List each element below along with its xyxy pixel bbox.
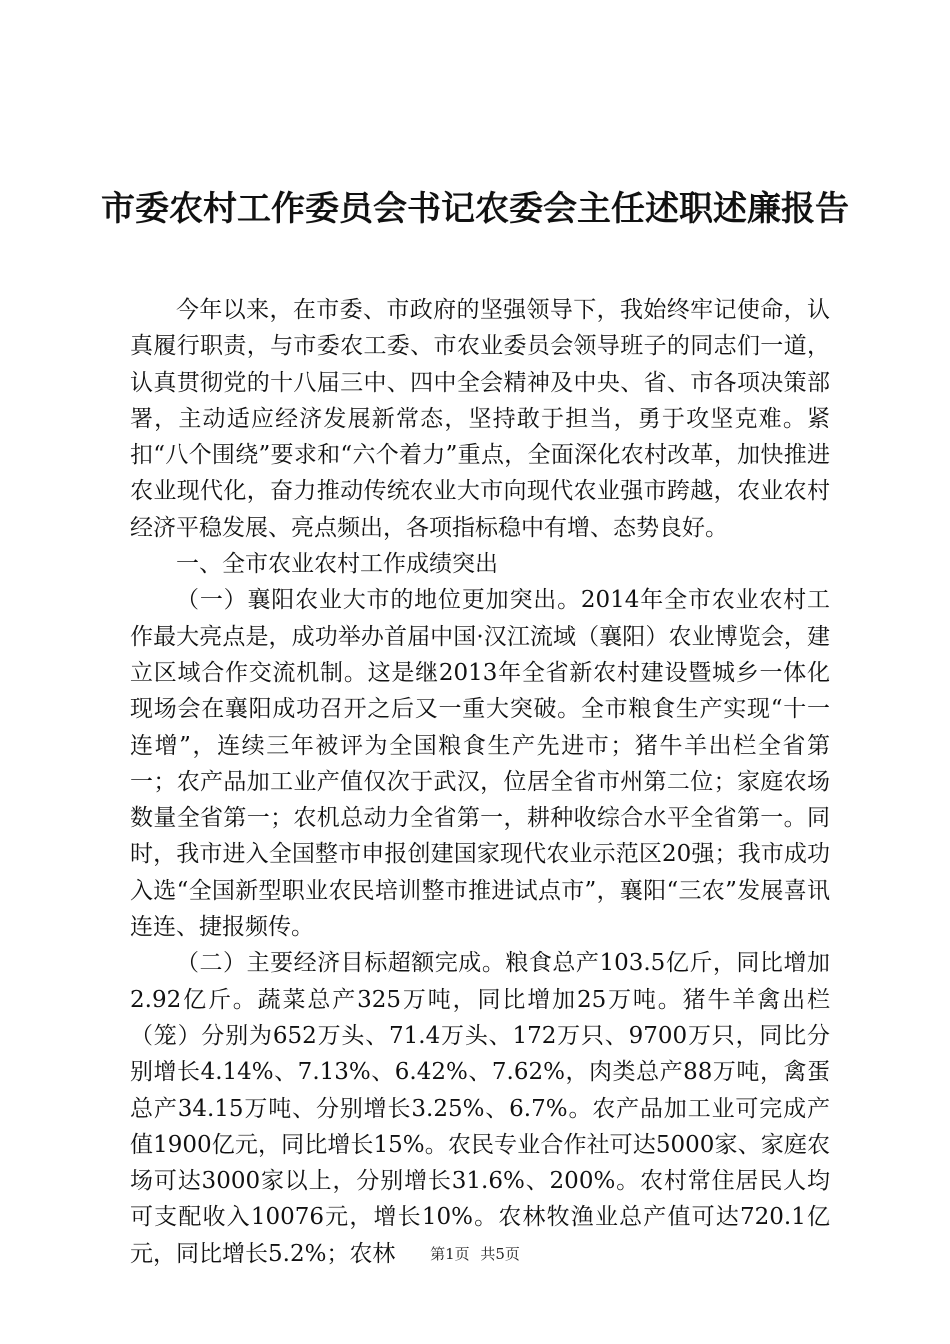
paragraph-subsection-2: （二）主要经济目标超额完成。粮食总产103.5亿斤，同比增加2.92亿斤。蔬菜总产325万吨，同比增加25万吨。猪牛羊禽出栏（笼）分别为652万头、71.4万头、172万只、9700万只，同比分别增长4.14%、7.13%、6.42%、7.62%，肉类总产88万吨，禽蛋总产34.15万吨、分别增长3.25%、6.7%。农产品加工业可完成产值1900亿元，同比增长15%。农民专业合作社可达5000家、家庭农场可达3000家以上，分别增长31.6%、200%。农村常住居民人均可支配收入10076元，增长10%。农林牧渔业总产值可达720.1亿元，同比增长5.2%；农林 bbox=[130, 950, 830, 1267]
document-title: 市委农村工作委员会书记农委会主任述职述廉报告 bbox=[101, 189, 849, 229]
page-number: 第1页 bbox=[430, 1245, 470, 1263]
page-total: 共5页 bbox=[480, 1245, 520, 1263]
paragraph-subsection-1: （一）襄阳农业大市的地位更加突出。2014年全市农业农村工作最大亮点是，成功举办首届中国·汉江流域（襄阳）农业博览会，建立区域合作交流机制。这是继2013年全省新农村建设暨城乡一体化现场会在襄阳成功召开之后又一重大突破。全市粮食生产实现“十一连增”，连续三年被评为全国粮食生产先进市；猪牛羊出栏全省第一；农产品加工业产值仅次于武汉，位居全省市州第二位；家庭农场数量全省第一；农机总动力全省第一，耕种收综合水平全省第一。同时，我市进入全国整市申报创建国家现代农业示范区20强；我市成功入选“全国新型职业农民培训整市推进试点市”，襄阳“三农”发展喜讯连连、捷报频传。 bbox=[130, 587, 830, 941]
section-heading: 一、全市农业农村工作成绩突出 bbox=[176, 551, 498, 578]
page-footer bbox=[0, 1244, 950, 1264]
paragraph-intro: 今年以来，在市委、市政府的坚强领导下，我始终牢记使命，认真履行职责，与市委农工委、市农业委员会领导班子的同志们一道，认真贯彻党的十八届三中、四中全会精神及中央、省、市各项决策部署，主动适应经济发展新常态，坚持敢于担当，勇于攻坚克难。紧扣“八个围绕”要求和“六个着力”重点，全面深化农村改革，加快推进农业现代化，奋力推动传统农业大市向现代农业强市跨越，农业农村经济平稳发展、亮点频出，各项指标稳中有增、态势良好。 bbox=[130, 297, 830, 541]
document-body bbox=[130, 292, 830, 1272]
